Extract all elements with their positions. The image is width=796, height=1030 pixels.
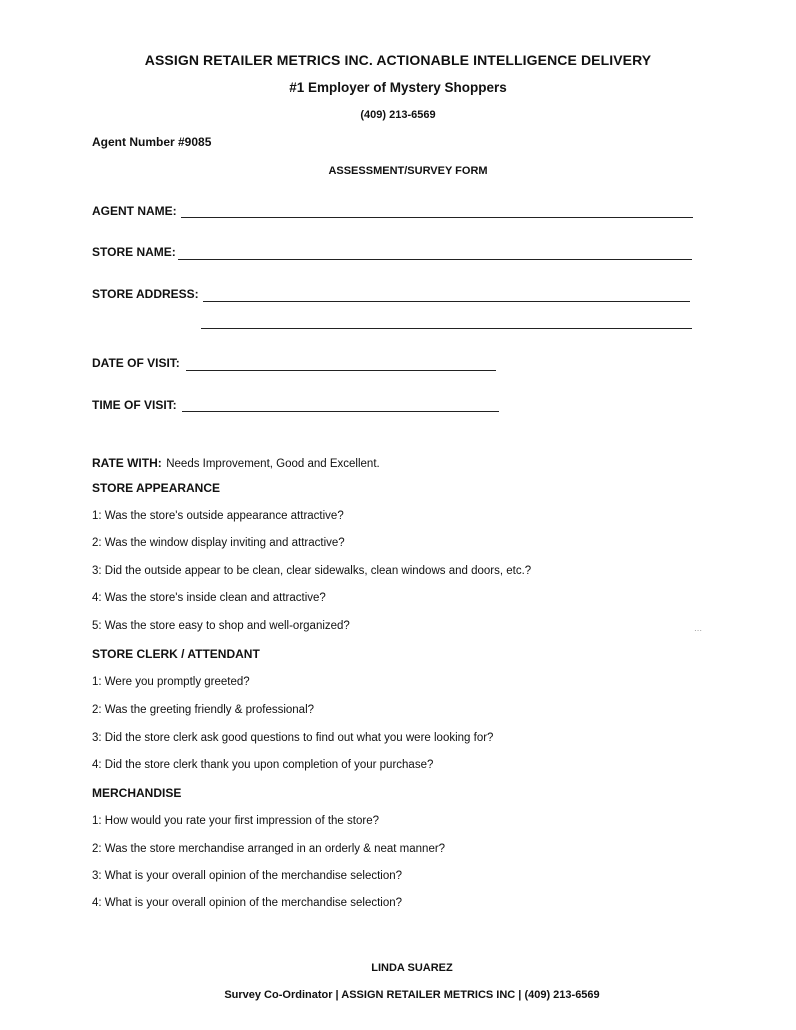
question-item: 3: Did the store clerk ask good questions to find out what you were looking for? (92, 732, 494, 744)
store-address-line-2[interactable] (201, 328, 692, 329)
time-of-visit-line[interactable] (182, 411, 499, 412)
question-item: 2: Was the store merchandise arranged in an orderly & neat manner? (92, 843, 446, 855)
section-title-merchandise: MERCHANDISE (92, 786, 182, 800)
company-title: ASSIGN RETAILER METRICS INC. ACTIONABLE INTELLIGENCE DELIVERY (144, 52, 652, 68)
section-title-store-appearance: STORE APPEARANCE (92, 481, 221, 495)
store-name-label: STORE NAME: (92, 245, 176, 259)
scan-speck: ⋯ (694, 626, 702, 635)
agent-number: Agent Number #9085 (92, 135, 212, 149)
section-title-store-clerk: STORE CLERK / ATTENDANT (92, 647, 260, 661)
question-item: 1: Were you promptly greeted? (92, 676, 250, 688)
question-item: 3: Did the outside appear to be clean, clear sidewalks, clean windows and doors, etc.? (92, 565, 532, 577)
footer-name: LINDA SUAREZ (371, 962, 453, 974)
question-item: 4: Was the store's inside clean and attractive? (92, 592, 326, 604)
agent-name-label: AGENT NAME: (92, 204, 177, 218)
tagline: #1 Employer of Mystery Shoppers (289, 80, 507, 95)
rate-with (92, 454, 380, 472)
question-item: 5: Was the store easy to shop and well-organized? (92, 620, 350, 632)
question-item: 1: How would you rate your first impression of the store? (92, 815, 379, 827)
store-address-line-1[interactable] (203, 301, 690, 302)
date-of-visit-line[interactable] (186, 370, 496, 371)
question-item: 2: Was the window display inviting and attractive? (92, 537, 345, 549)
date-of-visit-label: DATE OF VISIT: (92, 356, 180, 370)
rate-with-label: RATE WITH: (92, 456, 162, 470)
question-item: 2: Was the greeting friendly & professional? (92, 704, 315, 716)
time-of-visit-label: TIME OF VISIT: (92, 398, 177, 412)
rate-with-text: Needs Improvement, Good and Excellent. (166, 458, 380, 470)
form-title: ASSESSMENT/SURVEY FORM (328, 165, 488, 177)
header-phone: (409) 213-6569 (360, 109, 436, 121)
store-address-label: STORE ADDRESS: (92, 287, 199, 301)
question-item: 4: Did the store clerk thank you upon completion of your purchase? (92, 759, 434, 771)
question-item: 3: What is your overall opinion of the merchandise selection? (92, 870, 403, 882)
agent-name-line[interactable] (181, 217, 693, 218)
store-name-line[interactable] (178, 259, 692, 260)
footer-role-line: Survey Co-Ordinator | ASSIGN RETAILER METRICS INC | (409) 213-6569 (224, 989, 600, 1001)
question-item: 4: What is your overall opinion of the merchandise selection? (92, 897, 403, 909)
question-item: 1: Was the store's outside appearance attractive? (92, 510, 344, 522)
